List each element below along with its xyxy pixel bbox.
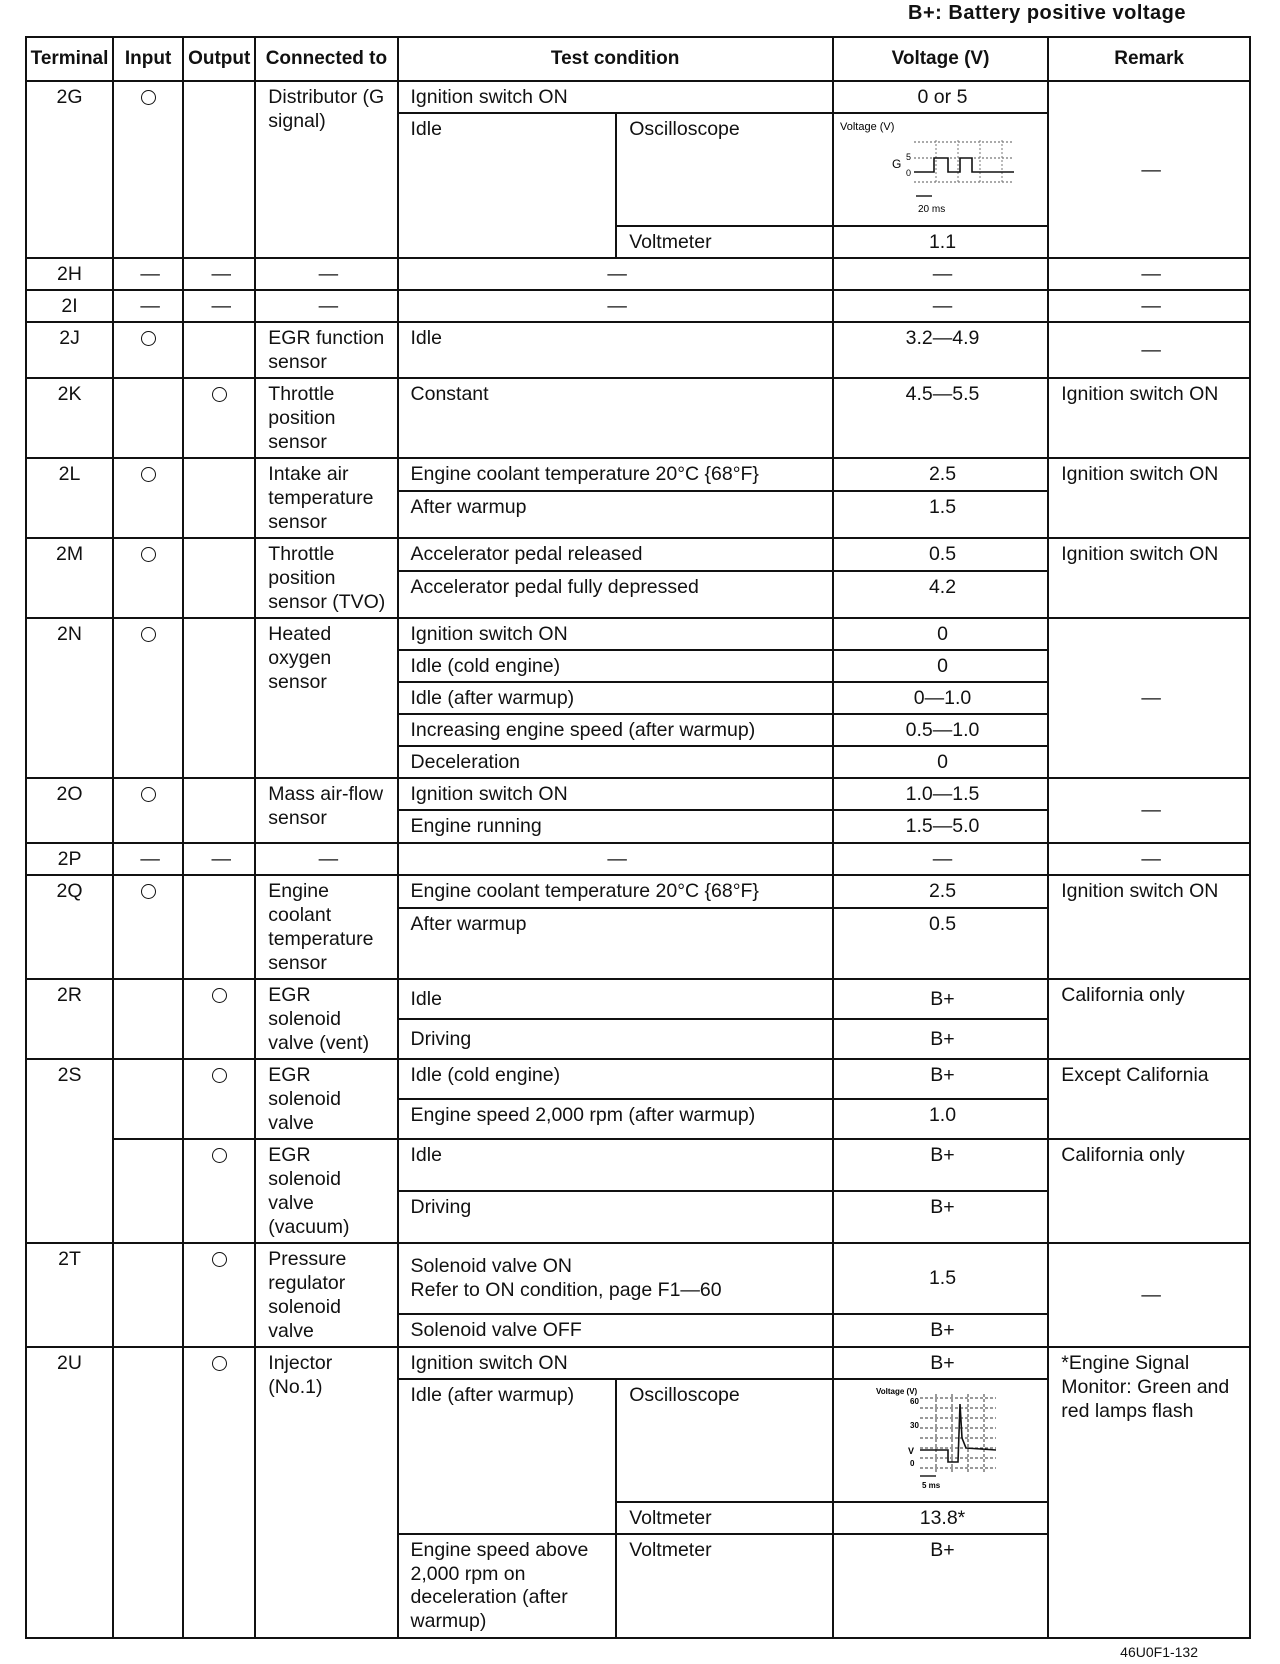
header-input: Input <box>113 37 183 81</box>
remark-cell: Ignition switch ON <box>1048 458 1250 538</box>
terminal-cell: 2O <box>26 778 113 843</box>
terminal-cell: 2U <box>26 1347 113 1638</box>
table-row <box>26 81 1250 113</box>
output-cell <box>183 875 255 979</box>
table-row <box>26 778 1250 810</box>
condition-cell: Engine coolant temperature 20°C {68°F} <box>398 875 833 908</box>
voltage-cell: 0 <box>833 650 1048 682</box>
header-test-condition: Test condition <box>398 37 833 81</box>
voltage-cell: 0.5 <box>833 908 1048 979</box>
connected-cell: EGR solenoid valve (vent) <box>255 979 397 1059</box>
remark-cell: — <box>1048 290 1250 322</box>
condition-cell: Accelerator pedal released <box>398 538 833 571</box>
remark-cell: Ignition switch ON <box>1048 538 1250 618</box>
table-row <box>26 1139 1250 1191</box>
oscilloscope-cell <box>833 1379 1048 1502</box>
output-cell <box>183 458 255 538</box>
voltage-cell: — <box>833 258 1048 290</box>
output-cell <box>183 322 255 378</box>
condition-cell: Deceleration <box>398 746 833 778</box>
condition-cell: Engine speed above 2,000 rpm on deceleration (after warmup) <box>398 1534 617 1638</box>
remark-cell: — <box>1048 843 1250 875</box>
voltage-cell: 0 <box>833 746 1048 778</box>
input-cell <box>113 778 183 843</box>
output-mark-icon <box>212 1252 227 1267</box>
scope-signal-label: G <box>891 157 902 171</box>
connected-cell: — <box>255 290 397 322</box>
output-cell <box>183 979 255 1059</box>
terminal-voltage-table <box>25 36 1251 1639</box>
scope-tick-30: 30 <box>909 1420 919 1430</box>
output-cell <box>183 378 255 458</box>
connected-cell: — <box>255 843 397 875</box>
condition-cell: Accelerator pedal fully depressed <box>398 571 833 618</box>
terminal-cell: 2K <box>26 378 113 458</box>
input-cell <box>113 618 183 778</box>
condition-cell: Idle <box>398 1139 833 1191</box>
scope-label-v: V <box>907 1445 914 1456</box>
remark-cell: *Engine Signal Monitor: Green and red lamps flash <box>1048 1347 1250 1638</box>
voltage-cell: 4.2 <box>833 571 1048 618</box>
voltage-cell: B+ <box>833 1191 1048 1243</box>
input-mark-icon <box>141 787 156 802</box>
method-cell: Voltmeter <box>616 226 833 258</box>
table-row <box>26 458 1250 491</box>
remark-cell: Ignition switch ON <box>1048 378 1250 458</box>
output-cell: — <box>183 258 255 290</box>
terminal-cell: 2Q <box>26 875 113 979</box>
remark-cell: California only <box>1048 1139 1250 1243</box>
voltage-cell: B+ <box>833 1139 1048 1191</box>
connected-cell: Intake air temperature sensor <box>255 458 397 538</box>
input-cell: — <box>113 843 183 875</box>
voltage-cell: 0 or 5 <box>833 81 1048 113</box>
output-mark-icon <box>212 988 227 1003</box>
remark-cell: — <box>1048 81 1250 258</box>
input-cell <box>113 538 183 618</box>
condition-cell: Engine coolant temperature 20°C {68°F} <box>398 458 833 491</box>
voltage-cell: 3.2—4.9 <box>833 322 1048 378</box>
remark-cell: California only <box>1048 979 1250 1059</box>
remark-cell: — <box>1048 322 1250 378</box>
connected-cell: EGR solenoid valve <box>255 1059 397 1139</box>
table-row <box>26 1059 1250 1099</box>
input-cell <box>113 322 183 378</box>
connected-cell: Injector (No.1) <box>255 1347 397 1638</box>
remark-cell: — <box>1048 778 1250 843</box>
remark-cell: — <box>1048 618 1250 778</box>
method-cell: Voltmeter <box>616 1502 833 1534</box>
voltage-cell: B+ <box>833 1059 1048 1099</box>
condition-cell: After warmup <box>398 491 833 538</box>
condition-cell: After warmup <box>398 908 833 979</box>
scope-tick-5: 5 <box>905 152 911 162</box>
condition-cell: — <box>398 258 833 290</box>
condition-cell: Idle <box>398 979 833 1019</box>
voltage-cell: 1.5 <box>833 1243 1048 1314</box>
condition-cell: Driving <box>398 1019 833 1059</box>
connected-cell: Distributor (G signal) <box>255 81 397 258</box>
input-cell <box>113 1243 183 1347</box>
output-cell: — <box>183 843 255 875</box>
scope-title: Voltage (V) <box>839 121 895 133</box>
input-cell <box>113 81 183 258</box>
terminal-cell: 2N <box>26 618 113 778</box>
terminal-cell: 2R <box>26 979 113 1059</box>
condition-cell: Ignition switch ON <box>398 618 833 650</box>
method-cell: Voltmeter <box>616 1534 833 1638</box>
voltage-cell: 1.0—1.5 <box>833 778 1048 810</box>
voltage-cell: B+ <box>833 1314 1048 1347</box>
condition-cell: Idle (cold engine) <box>398 650 833 682</box>
output-mark-icon <box>212 1148 227 1163</box>
input-mark-icon <box>141 331 156 346</box>
output-cell <box>183 1347 255 1638</box>
condition-cell: Ignition switch ON <box>398 1347 833 1379</box>
table-row <box>26 322 1250 378</box>
output-mark-icon <box>212 1356 227 1371</box>
scope-time-scale: 20 ms <box>917 204 945 215</box>
header-voltage: Voltage (V) <box>833 37 1048 81</box>
terminal-cell: 2G <box>26 81 113 258</box>
remark-cell: — <box>1048 1243 1250 1347</box>
output-mark-icon <box>212 1068 227 1083</box>
input-cell: — <box>113 258 183 290</box>
voltage-cell: — <box>833 290 1048 322</box>
table-row <box>26 843 1250 875</box>
input-cell <box>113 1059 183 1139</box>
terminal-cell: 2P <box>26 843 113 875</box>
voltage-cell: 1.0 <box>833 1099 1048 1139</box>
terminal-cell: 2I <box>26 290 113 322</box>
remark-cell: — <box>1048 258 1250 290</box>
voltage-cell: 0.5 <box>833 538 1048 571</box>
table-row <box>26 1243 1250 1314</box>
voltage-cell: B+ <box>833 1019 1048 1059</box>
output-cell <box>183 778 255 843</box>
condition-cell: Ignition switch ON <box>398 778 833 810</box>
method-cell: Oscilloscope <box>616 113 833 226</box>
method-cell: Oscilloscope <box>616 1379 833 1502</box>
table-row <box>26 378 1250 458</box>
remark-cell: Except California <box>1048 1059 1250 1139</box>
condition-cell: Idle (after warmup) <box>398 1379 617 1534</box>
voltage-cell: 2.5 <box>833 875 1048 908</box>
terminal-cell: 2S <box>26 1059 113 1243</box>
scope-tick-0: 0 <box>905 168 911 178</box>
terminal-cell: 2T <box>26 1243 113 1347</box>
condition-cell <box>398 1243 833 1314</box>
g-signal-waveform <box>836 116 1036 216</box>
input-cell <box>113 875 183 979</box>
voltage-cell: 1.1 <box>833 226 1048 258</box>
voltage-cell: 4.5—5.5 <box>833 378 1048 458</box>
input-mark-icon <box>141 467 156 482</box>
header-terminal: Terminal <box>26 37 113 81</box>
condition-cell: Solenoid valve OFF <box>398 1314 833 1347</box>
table-row <box>26 618 1250 650</box>
terminal-cell: 2L <box>26 458 113 538</box>
condition-cell: Driving <box>398 1191 833 1243</box>
output-mark-icon <box>212 387 227 402</box>
input-cell: — <box>113 290 183 322</box>
output-cell <box>183 618 255 778</box>
condition-cell: — <box>398 290 833 322</box>
header-remark: Remark <box>1048 37 1250 81</box>
input-mark-icon <box>141 627 156 642</box>
input-mark-icon <box>141 547 156 562</box>
condition-cell: Idle <box>398 113 617 258</box>
connected-cell: Engine coolant temperature sensor <box>255 875 397 979</box>
figure-code: 46U0F1-132 <box>1120 1644 1198 1660</box>
table-row <box>26 258 1250 290</box>
terminal-cell: 2H <box>26 258 113 290</box>
output-cell <box>183 1139 255 1243</box>
connected-cell: Mass air-flow sensor <box>255 778 397 843</box>
connected-cell: Heated oxygen sensor <box>255 618 397 778</box>
voltage-cell: 1.5 <box>833 491 1048 538</box>
condition-line: Refer to ON condition, page F1—60 <box>410 1279 722 1302</box>
header-output: Output <box>183 37 255 81</box>
connected-cell: — <box>255 258 397 290</box>
condition-cell: Engine speed 2,000 rpm (after warmup) <box>398 1099 833 1139</box>
oscilloscope-cell <box>833 113 1048 226</box>
voltage-cell: 0 <box>833 618 1048 650</box>
input-cell <box>113 378 183 458</box>
condition-line: Solenoid valve ON <box>410 1255 573 1278</box>
output-cell <box>183 81 255 258</box>
input-cell <box>113 1139 183 1243</box>
voltage-cell: B+ <box>833 1534 1048 1638</box>
table-row <box>26 979 1250 1019</box>
terminal-cell: 2J <box>26 322 113 378</box>
voltage-cell: B+ <box>833 979 1048 1019</box>
legend-b-plus: B+: Battery positive voltage <box>908 2 1186 24</box>
voltage-cell: — <box>833 843 1048 875</box>
voltage-cell: 13.8* <box>833 1502 1048 1534</box>
input-cell <box>113 1347 183 1638</box>
table-row <box>26 875 1250 908</box>
condition-cell: Idle (after warmup) <box>398 682 833 714</box>
voltage-cell: 1.5—5.0 <box>833 810 1048 843</box>
voltage-cell: 0.5—1.0 <box>833 714 1048 746</box>
condition-cell: Constant <box>398 378 833 458</box>
scope-tick-0: 0 <box>909 1458 915 1468</box>
connected-cell: Throttle position sensor (TVO) <box>255 538 397 618</box>
remark-cell: Ignition switch ON <box>1048 875 1250 979</box>
output-cell <box>183 1059 255 1139</box>
table-row <box>26 1347 1250 1379</box>
connected-cell: EGR function sensor <box>255 322 397 378</box>
input-cell <box>113 979 183 1059</box>
condition-cell: Ignition switch ON <box>398 81 833 113</box>
scope-tick-60: 60 <box>909 1396 919 1406</box>
header-row <box>26 37 1250 81</box>
condition-cell: — <box>398 843 833 875</box>
header-connected: Connected to <box>255 37 397 81</box>
condition-cell: Increasing engine speed (after warmup) <box>398 714 833 746</box>
input-mark-icon <box>141 884 156 899</box>
voltage-cell: 0—1.0 <box>833 682 1048 714</box>
input-cell <box>113 458 183 538</box>
scope-time-scale: 5 ms <box>921 1480 940 1490</box>
condition-cell: Idle <box>398 322 833 378</box>
connected-cell: Pressure regulator solenoid valve <box>255 1243 397 1347</box>
injector-waveform <box>836 1382 1036 1492</box>
output-cell <box>183 538 255 618</box>
output-cell: — <box>183 290 255 322</box>
connected-cell: EGR solenoid valve (vacuum) <box>255 1139 397 1243</box>
table-row <box>26 290 1250 322</box>
output-cell <box>183 1243 255 1347</box>
table-row <box>26 538 1250 571</box>
connected-cell: Throttle position sensor <box>255 378 397 458</box>
scope-title: Voltage (V) <box>875 1386 917 1396</box>
voltage-cell: B+ <box>833 1347 1048 1379</box>
terminal-cell: 2M <box>26 538 113 618</box>
condition-cell: Idle (cold engine) <box>398 1059 833 1099</box>
input-mark-icon <box>141 90 156 105</box>
voltage-cell: 2.5 <box>833 458 1048 491</box>
condition-cell: Engine running <box>398 810 833 843</box>
